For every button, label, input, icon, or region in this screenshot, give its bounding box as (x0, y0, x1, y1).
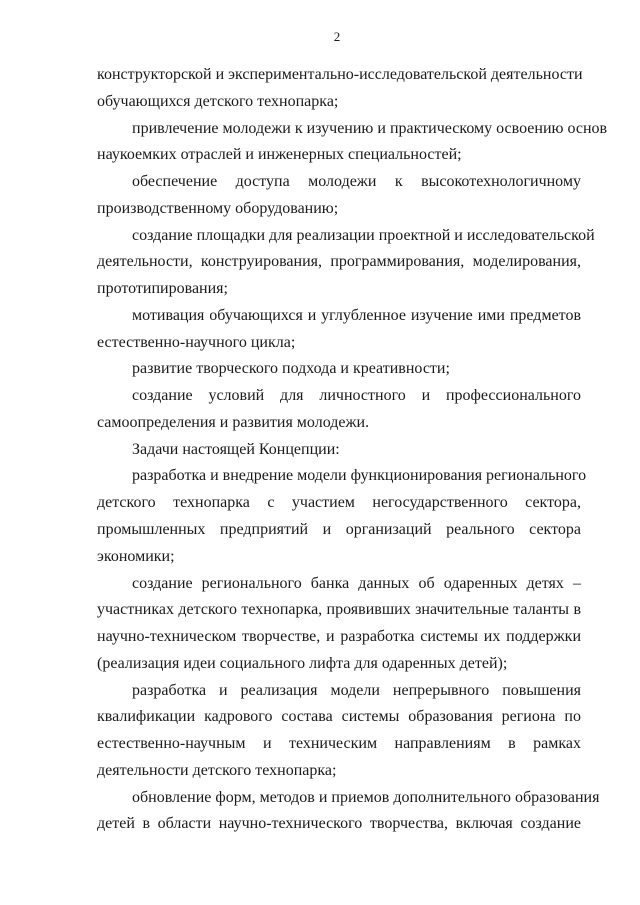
text-line: научно-техническом творчестве, и разработка системы их поддержки (97, 628, 581, 646)
text-line: обеспечение доступа молодежи к высокотехнологичному (132, 173, 581, 191)
text-line: создание условий для личностного и профессионального (132, 387, 581, 405)
text-line: обновление форм, методов и приемов дополнительного образования (132, 788, 600, 806)
text-line: создание регионального банка данных об одаренных детях – (132, 574, 581, 592)
text-line: естественно-научным и техническим направлениям в рамках (97, 735, 581, 753)
text-line: конструкторской и экспериментально-исследовательской деятельности (97, 66, 583, 83)
text-line: самоопределения и развития молодежи. (97, 413, 370, 431)
text-line: детского технопарка с участием негосударственного сектора, (97, 494, 581, 512)
text-line: разработка и реализация модели непрерывного повышения (132, 681, 581, 699)
text-line: деятельности, конструирования, программирования, моделирования, (97, 253, 581, 271)
text-line: детей в области научно-технического творчества, включая создание (97, 815, 581, 833)
text-line: обучающихся детского технопарка; (97, 92, 339, 110)
text-line: прототипирования; (97, 280, 228, 298)
text-line: (реализация идеи социального лифта для одаренных детей); (97, 654, 508, 672)
text-line: деятельности детского технопарка; (97, 761, 337, 779)
text-line: квалификации кадрового состава системы образования региона по (97, 708, 581, 726)
document-body (97, 66, 608, 842)
text-line: разработка и внедрение модели функционирования регионального (132, 467, 587, 485)
text-line: привлечение молодежи к изучению и практическому освоению основ (132, 119, 608, 137)
page-number: 2 (333, 29, 341, 44)
text-line: мотивация обучающихся и углубленное изучение ими предметов (132, 306, 581, 324)
text-line: естественно-научного цикла; (97, 333, 296, 351)
text-line: промышленных предприятий и организаций реального сектора (97, 521, 581, 539)
text-line: производственному оборудованию; (97, 199, 339, 217)
text-line: наукоемких отраслей и инженерных специальностей; (97, 146, 462, 164)
text-line: развитие творческого подхода и креативности; (132, 360, 450, 378)
text-line: экономики; (97, 547, 175, 565)
text-line: участниках детского технопарка, проявивших значительные таланты в (97, 601, 581, 619)
text-line: Задачи настоящей Концепции: (132, 440, 340, 458)
text-line: создание площадки для реализации проектной и исследовательской (132, 226, 595, 244)
